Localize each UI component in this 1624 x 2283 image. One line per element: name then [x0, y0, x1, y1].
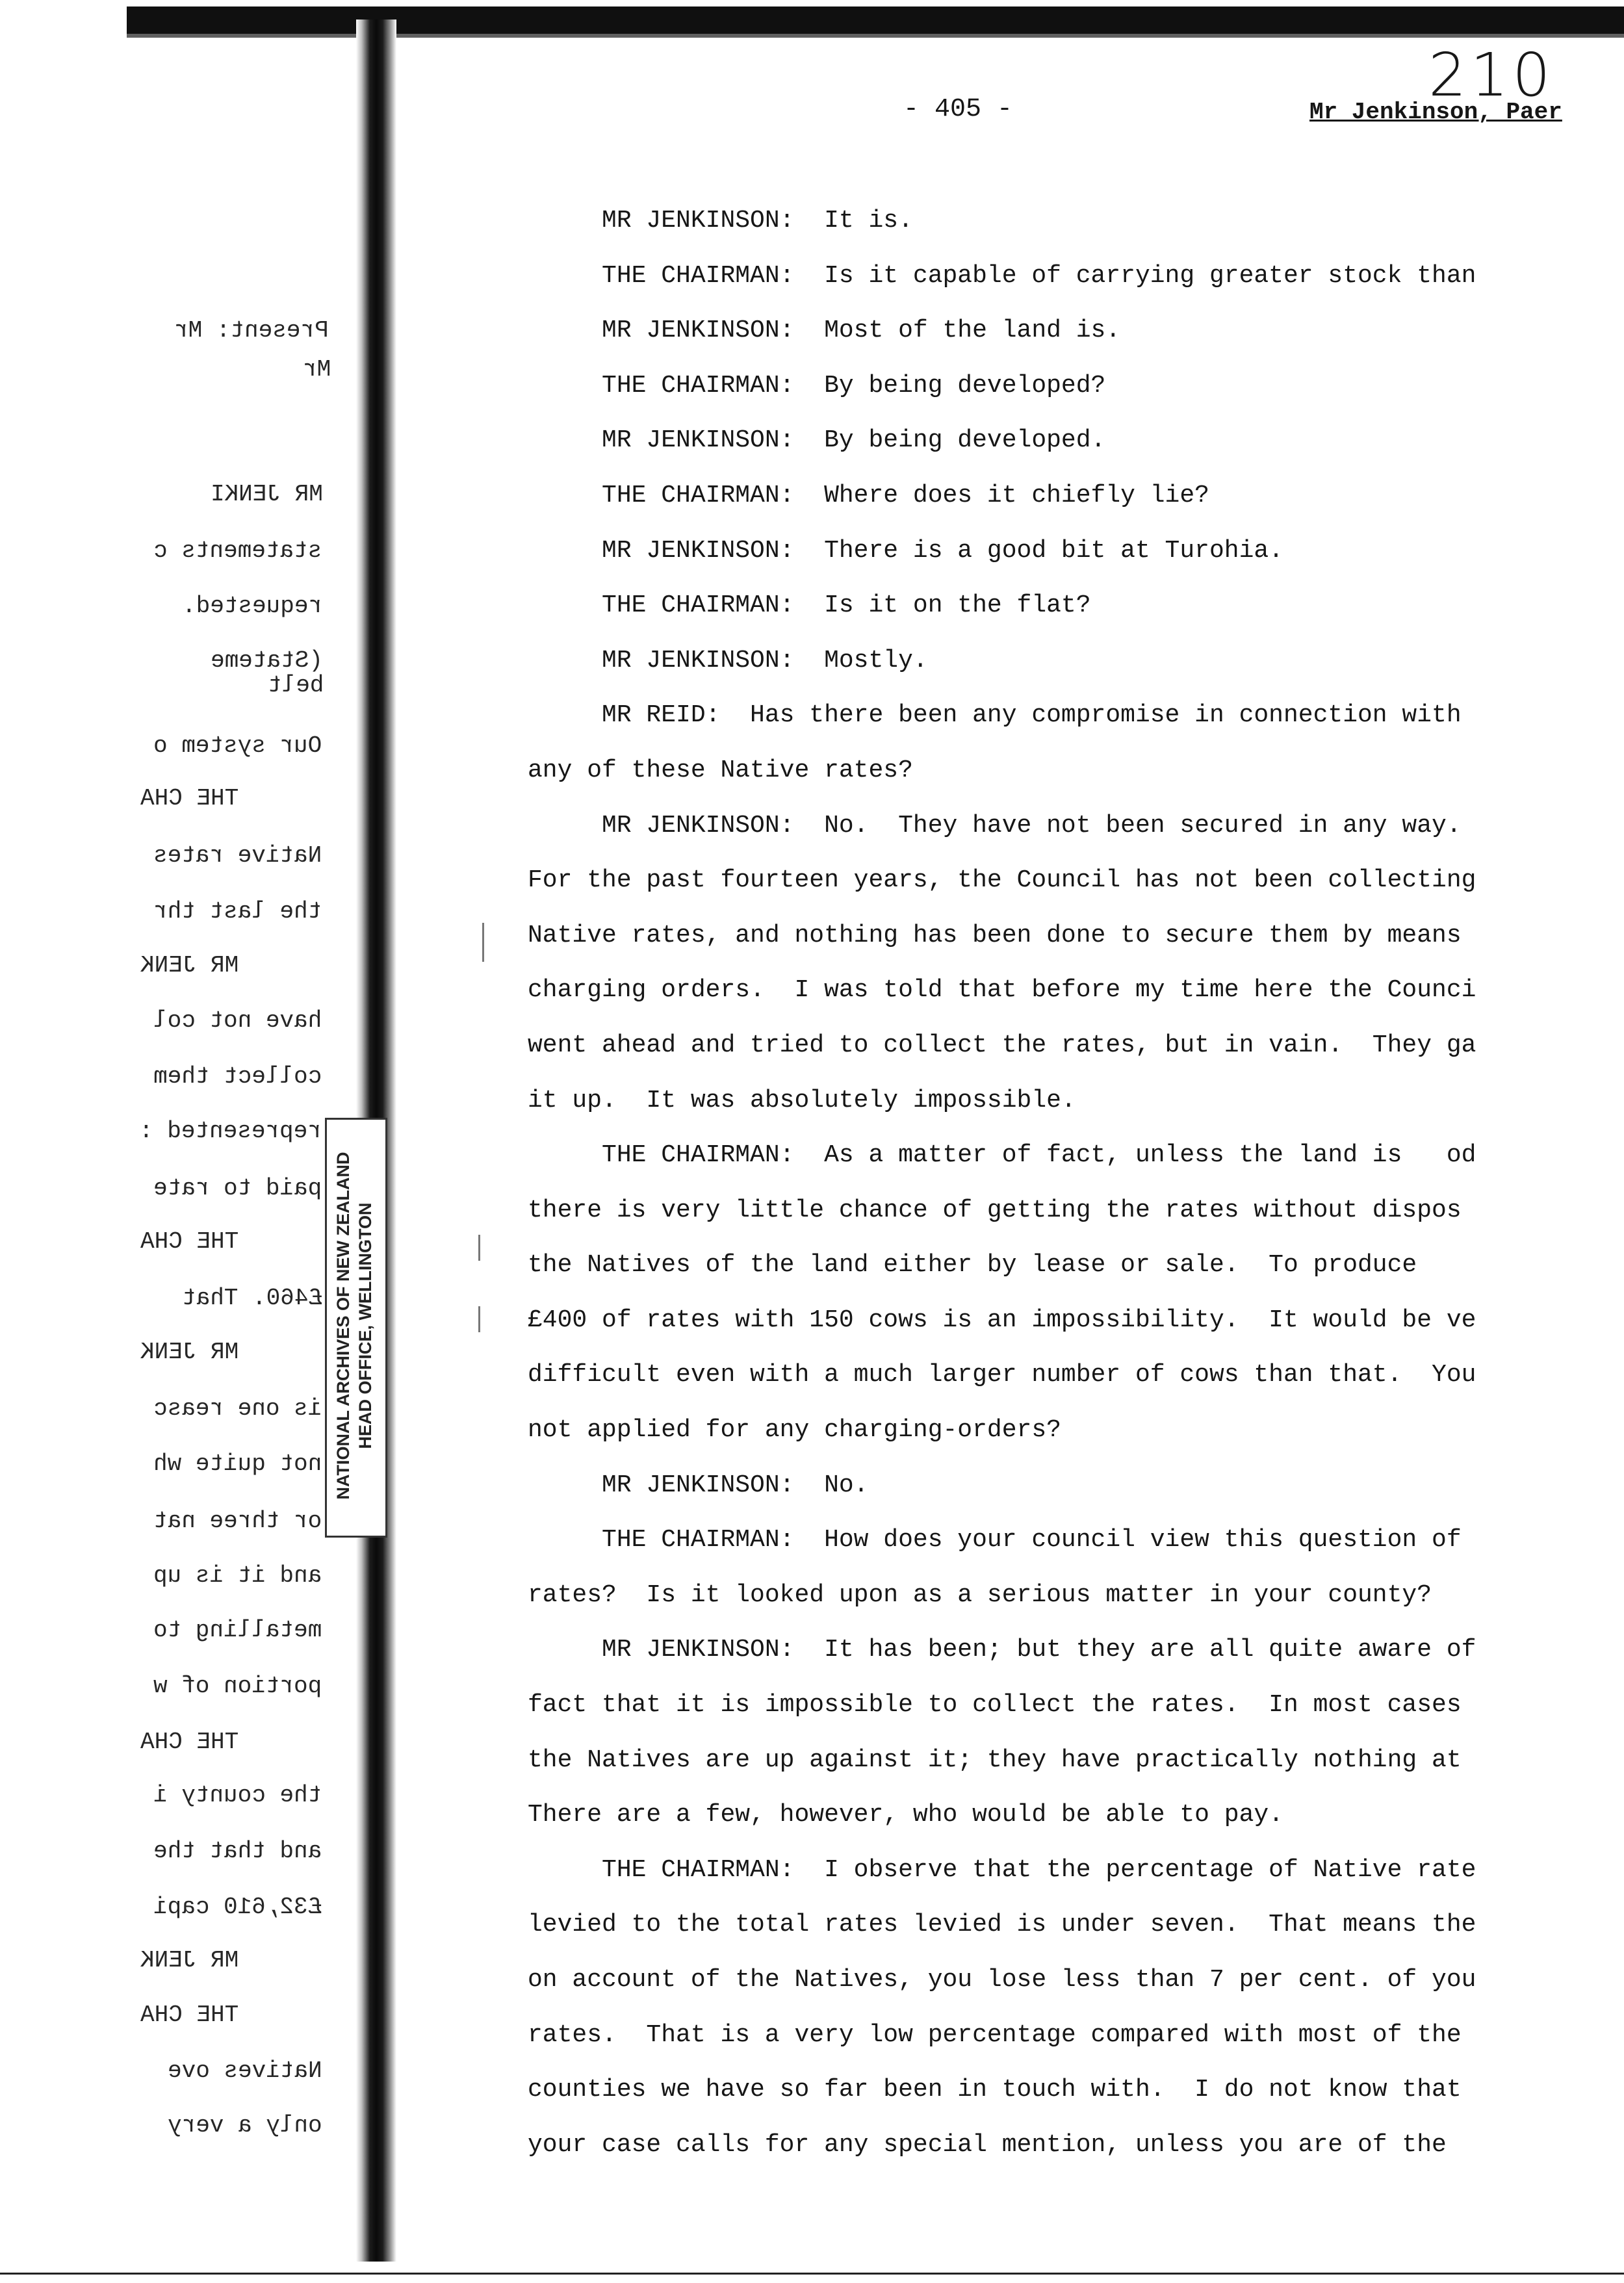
transcript-line: fact that it is impossible to collect the rates. In most cases: [528, 1691, 1462, 1720]
transcript-line: THE CHAIRMAN: Is it on the flat?: [528, 591, 1091, 620]
transcript-line: THE CHAIRMAN: As a matter of fact, unless the land is od: [528, 1141, 1476, 1170]
transcript-line: Native rates, and nothing has been done to secure them by means: [528, 921, 1462, 949]
transcript-line: THE CHAIRMAN: By being developed?: [528, 371, 1106, 400]
transcript-line: went ahead and tried to collect the rates, but in vain. They ga: [528, 1031, 1476, 1059]
transcript-line: rates? Is it looked upon as a serious matter in your county?: [528, 1580, 1432, 1609]
transcript-line: any of these Native rates?: [528, 756, 913, 784]
left-page-fragment: MR JENK: [140, 1947, 239, 1974]
transcript-line: it up. It was absolutely impossible.: [528, 1086, 1076, 1115]
archive-stamp-text: [332, 1152, 376, 1500]
transcript-line: MR JENKINSON: It is.: [528, 207, 913, 235]
left-page-fragment: £32,610 capi: [153, 1894, 322, 1920]
transcript-line: MR JENKINSON: By being developed.: [528, 426, 1106, 455]
left-page-fragment: metalling to: [153, 1617, 322, 1644]
archive-stamp-line1: NATIONAL ARCHIVES OF NEW ZEALAND: [333, 1152, 353, 1500]
transcript-line: MR JENKINSON: Mostly.: [528, 646, 928, 675]
left-page-fragment: statements c: [153, 537, 322, 564]
transcript-line: MR JENKINSON: Most of the land is.: [528, 316, 1121, 345]
handwritten-folio-number: 210: [1428, 40, 1554, 110]
transcript-body: [528, 194, 1624, 2173]
transcript-line: difficult even with a much larger number of cows than that. You: [528, 1361, 1476, 1389]
transcript-line: your case calls for any special mention, unless you are of the: [528, 2130, 1447, 2159]
left-page-fragment: Mr: [303, 356, 331, 383]
left-page-fragment: Native rates: [153, 842, 322, 869]
transcript-line: charging orders. I was told that before my time here the Counci: [528, 976, 1476, 1005]
transcript-line: there is very little chance of getting the rates without dispos: [528, 1196, 1462, 1224]
left-page-fragment: THE CHA: [140, 2002, 239, 2028]
left-page-fragment: MR JENKI: [211, 481, 323, 508]
transcript-line: levied to the total rates levied is under seven. That means the: [528, 1911, 1476, 1939]
transcript-line: For the past fourteen years, the Council has not been collecting: [528, 866, 1476, 895]
left-page-fragment: Present: Mr: [174, 317, 329, 344]
left-page-fragment: requested.: [182, 593, 323, 619]
left-page-fragment: represented :: [139, 1118, 322, 1144]
running-header: Mr Jenkinson, Paer: [1309, 99, 1562, 125]
transcript-line: MR JENKINSON: There is a good bit at Turohia.: [528, 536, 1283, 565]
left-page-fragment: and that the: [153, 1838, 322, 1864]
left-page-fragment: is one reasc: [153, 1395, 322, 1422]
archive-stamp-line2: HEAD OFFICE, WELLINGTON: [355, 1202, 375, 1449]
left-page-fragment: not quite wh: [153, 1451, 322, 1477]
left-page-fragment: belt: [268, 672, 324, 699]
transcript-line: THE CHAIRMAN: Is it capable of carrying greater stock than: [528, 261, 1476, 290]
transcript-line: THE CHAIRMAN: I observe that the percentage of Native rate: [528, 1855, 1476, 1884]
left-page-fragment: MR JENK: [140, 1339, 239, 1365]
margin-pencil-mark: [482, 923, 484, 962]
left-page-fragment: and it is up: [153, 1562, 322, 1589]
left-page-fragment: only a very: [168, 2112, 322, 2139]
left-page-fragment: THE CHA: [140, 1729, 239, 1755]
transcript-line: £400 of rates with 150 cows is an impossibility. It would be ve: [528, 1306, 1476, 1334]
transcript-line: not applied for any charging-orders?: [528, 1416, 1061, 1445]
left-page-fragment: THE CHA: [140, 1228, 239, 1255]
page-number: - 405 -: [903, 95, 1013, 124]
left-page-fragment: Natives ove: [168, 2057, 322, 2084]
left-page-fragment: the county i: [153, 1782, 322, 1809]
transcript-line: the Natives are up against it; they have practically nothing at: [528, 1746, 1462, 1774]
transcript-line: MR JENKINSON: No.: [528, 1471, 869, 1499]
transcript-line: There are a few, however, who would be able to pay.: [528, 1801, 1283, 1829]
transcript-line: MR JENKINSON: No. They have not been secured in any way.: [528, 811, 1462, 840]
margin-pencil-mark: [478, 1235, 480, 1261]
left-facing-page-bleedthrough: [0, 0, 356, 2268]
transcript-line: MR REID: Has there been any compromise in connection with: [528, 701, 1462, 730]
transcript-line: counties we have so far been in touch with. I do not know that: [528, 2076, 1462, 2104]
transcript-line: on account of the Natives, you lose less than 7 per cent. of you: [528, 1966, 1476, 1994]
left-page-fragment: (Stateme: [211, 647, 323, 674]
transcript-line: the Natives of the land either by lease or sale. To produce: [528, 1251, 1417, 1280]
left-page-fragment: Our system o: [153, 732, 322, 759]
left-page-fragment: £460. That: [182, 1285, 323, 1311]
margin-pencil-mark: [478, 1306, 480, 1332]
left-page-fragment: THE CHA: [140, 785, 239, 812]
transcript-line: rates. That is a very low percentage compared with most of the: [528, 2020, 1462, 2049]
left-page-fragment: portion of w: [153, 1673, 322, 1699]
left-page-fragment: the last thr: [153, 898, 322, 925]
left-page-fragment: MR JENK: [140, 952, 239, 979]
transcript-line: THE CHAIRMAN: Where does it chiefly lie?: [528, 481, 1209, 509]
left-page-fragment: or three nat: [153, 1508, 322, 1534]
page-bottom-border: [0, 2273, 1624, 2275]
transcript-line: THE CHAIRMAN: How does your council view this question of: [528, 1526, 1462, 1554]
left-page-fragment: have not col: [153, 1007, 322, 1034]
transcript-line: MR JENKINSON: It has been; but they are all quite aware of: [528, 1636, 1476, 1664]
left-page-fragment: collect them: [153, 1063, 322, 1090]
left-page-fragment: paid to rate: [153, 1175, 322, 1202]
